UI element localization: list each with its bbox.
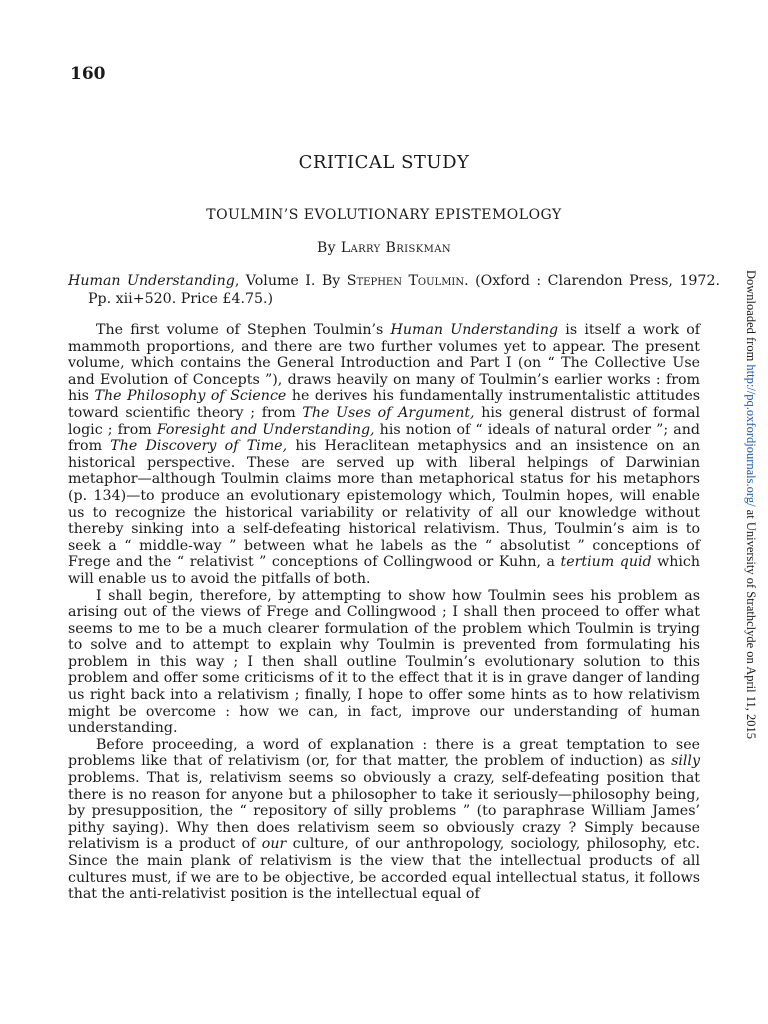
italic-text: silly [671,753,700,770]
book-author: Stephen Toulmin [346,273,465,289]
paragraph-text: The first volume of Stephen Toulmin’s [96,322,391,338]
byline-prefix: By [316,240,341,256]
paragraph-text: culture, of our anthropology, sociology, philosophy, etc. Since the main plank of relativism is the view that the intellectual products of all cultures must, if we are to be objective, be accorded equal intellectual status, it follows that the anti-relativist position is the intellectual equal of [68,836,701,903]
download-note [743,270,758,739]
article-title: TOULMIN’S EVOLUTIONARY EPISTEMOLOGY [206,207,562,223]
italic-text: The Discovery of Time, [110,438,288,455]
italic-text: The Philosophy of Science [94,388,287,405]
download-note-prefix: Downloaded from [744,270,758,365]
italic-text: The Uses of Argument, [302,404,475,421]
section-heading: CRITICAL STUDY [298,152,470,173]
download-note-link[interactable]: http://pq.oxfordjournals.org/ [744,364,758,507]
paragraph-text: he derives his fundamentally instrumentalistic attitudes toward scientific theory ; from [68,388,700,421]
page-number: 160 [70,64,106,84]
book-title: Human Understanding [68,273,235,289]
paragraph-text: which will enable us to avoid the pitfalls of both. [68,554,700,587]
paragraph-text: problems. That is, relativism seems so obviously a crazy, self-defeating position that there is no reason for anyone but a philosopher to take it seriously—philosophy being, by presupposition, the “ repository of silly problems ” (to paraphrase William James’ pithy saying). Why then does relativism seem so obviously crazy ? Simply because relativism is a product of [68,770,700,853]
body-paragraph [68,322,700,588]
byline [0,240,768,256]
paragraph-text: his notion of “ ideals of natural order ”; and from [68,421,700,455]
body-paragraph [68,737,700,903]
italic-text: our [261,836,287,853]
download-note-suffix: at University of Strathclyde on April 11, 2015 [744,506,758,740]
paragraph-text: I shall begin, therefore, by attempting to show how Toulmin sees his problem as arising out of the views of Frege and Collingwood ; I shall then proceed to offer what seems to me to be a much clearer formulation of the problem which Toulmin is trying to solve and to attempt to explain why Toulmin is prevented from formulating his problem in this way ; I then shall outline Toulmin’s evolutionary solution to this problem and offer some criticisms of it to the effect that it is in grave danger of landing us right back into a relativism ; finally, I hope to offer some hints as to how relativism might be overcome : how we can, in fact, improve our understanding of human understanding. [68,587,700,737]
body-paragraph [68,588,700,737]
italic-text: Foresight and Understanding, [156,421,375,438]
italic-text: Human Understanding [390,322,559,338]
italic-text: tertium quid [560,554,652,571]
book-volume: , Volume I. By [234,273,347,289]
paragraph-text: is itself a work of mammoth proportions, and there are two further volumes yet to appear. The present volume, which contains the General Introduction and Part I (on “ The Collective Use and Evolution of Concepts ”), draws heavily on many of Toulmin’s earlier works : from his [68,322,701,405]
author-name: Larry Briskman [340,240,452,256]
paragraph-text: Before proceeding, a word of explanation : there is a great temptation to see problems like that of relativism (or, for that matter, the problem of induction) as [68,736,700,770]
reviewed-work [68,272,720,308]
paragraph-text: his general distrust of formal logic ; from [68,404,700,438]
paragraph-text: his Heraclitean metaphysics and an insistence on an historical perspective. These are served up with liberal helpings of Darwinian metaphor—although Toulmin claims more than metaphorical status for his metaphors (p. 134)—to produce an evolutionary epistemology which, Toulmin hopes, will enable us to recognize the historical variability or relativity of all our knowledge without thereby sinking into a self-defeating historical relativism. Thus, Toulmin’s aim is to seek a “ middle-way ” between what he labels as the “ absolutist ” conceptions of Frege and the “ relativist ” conceptions of Collingwood or Kuhn, a [68,438,700,571]
publication-details: . (Oxford : Clarendon Press, 1972. Pp. xii+520. Price £4.75.) [88,273,720,307]
body-text [68,322,700,903]
